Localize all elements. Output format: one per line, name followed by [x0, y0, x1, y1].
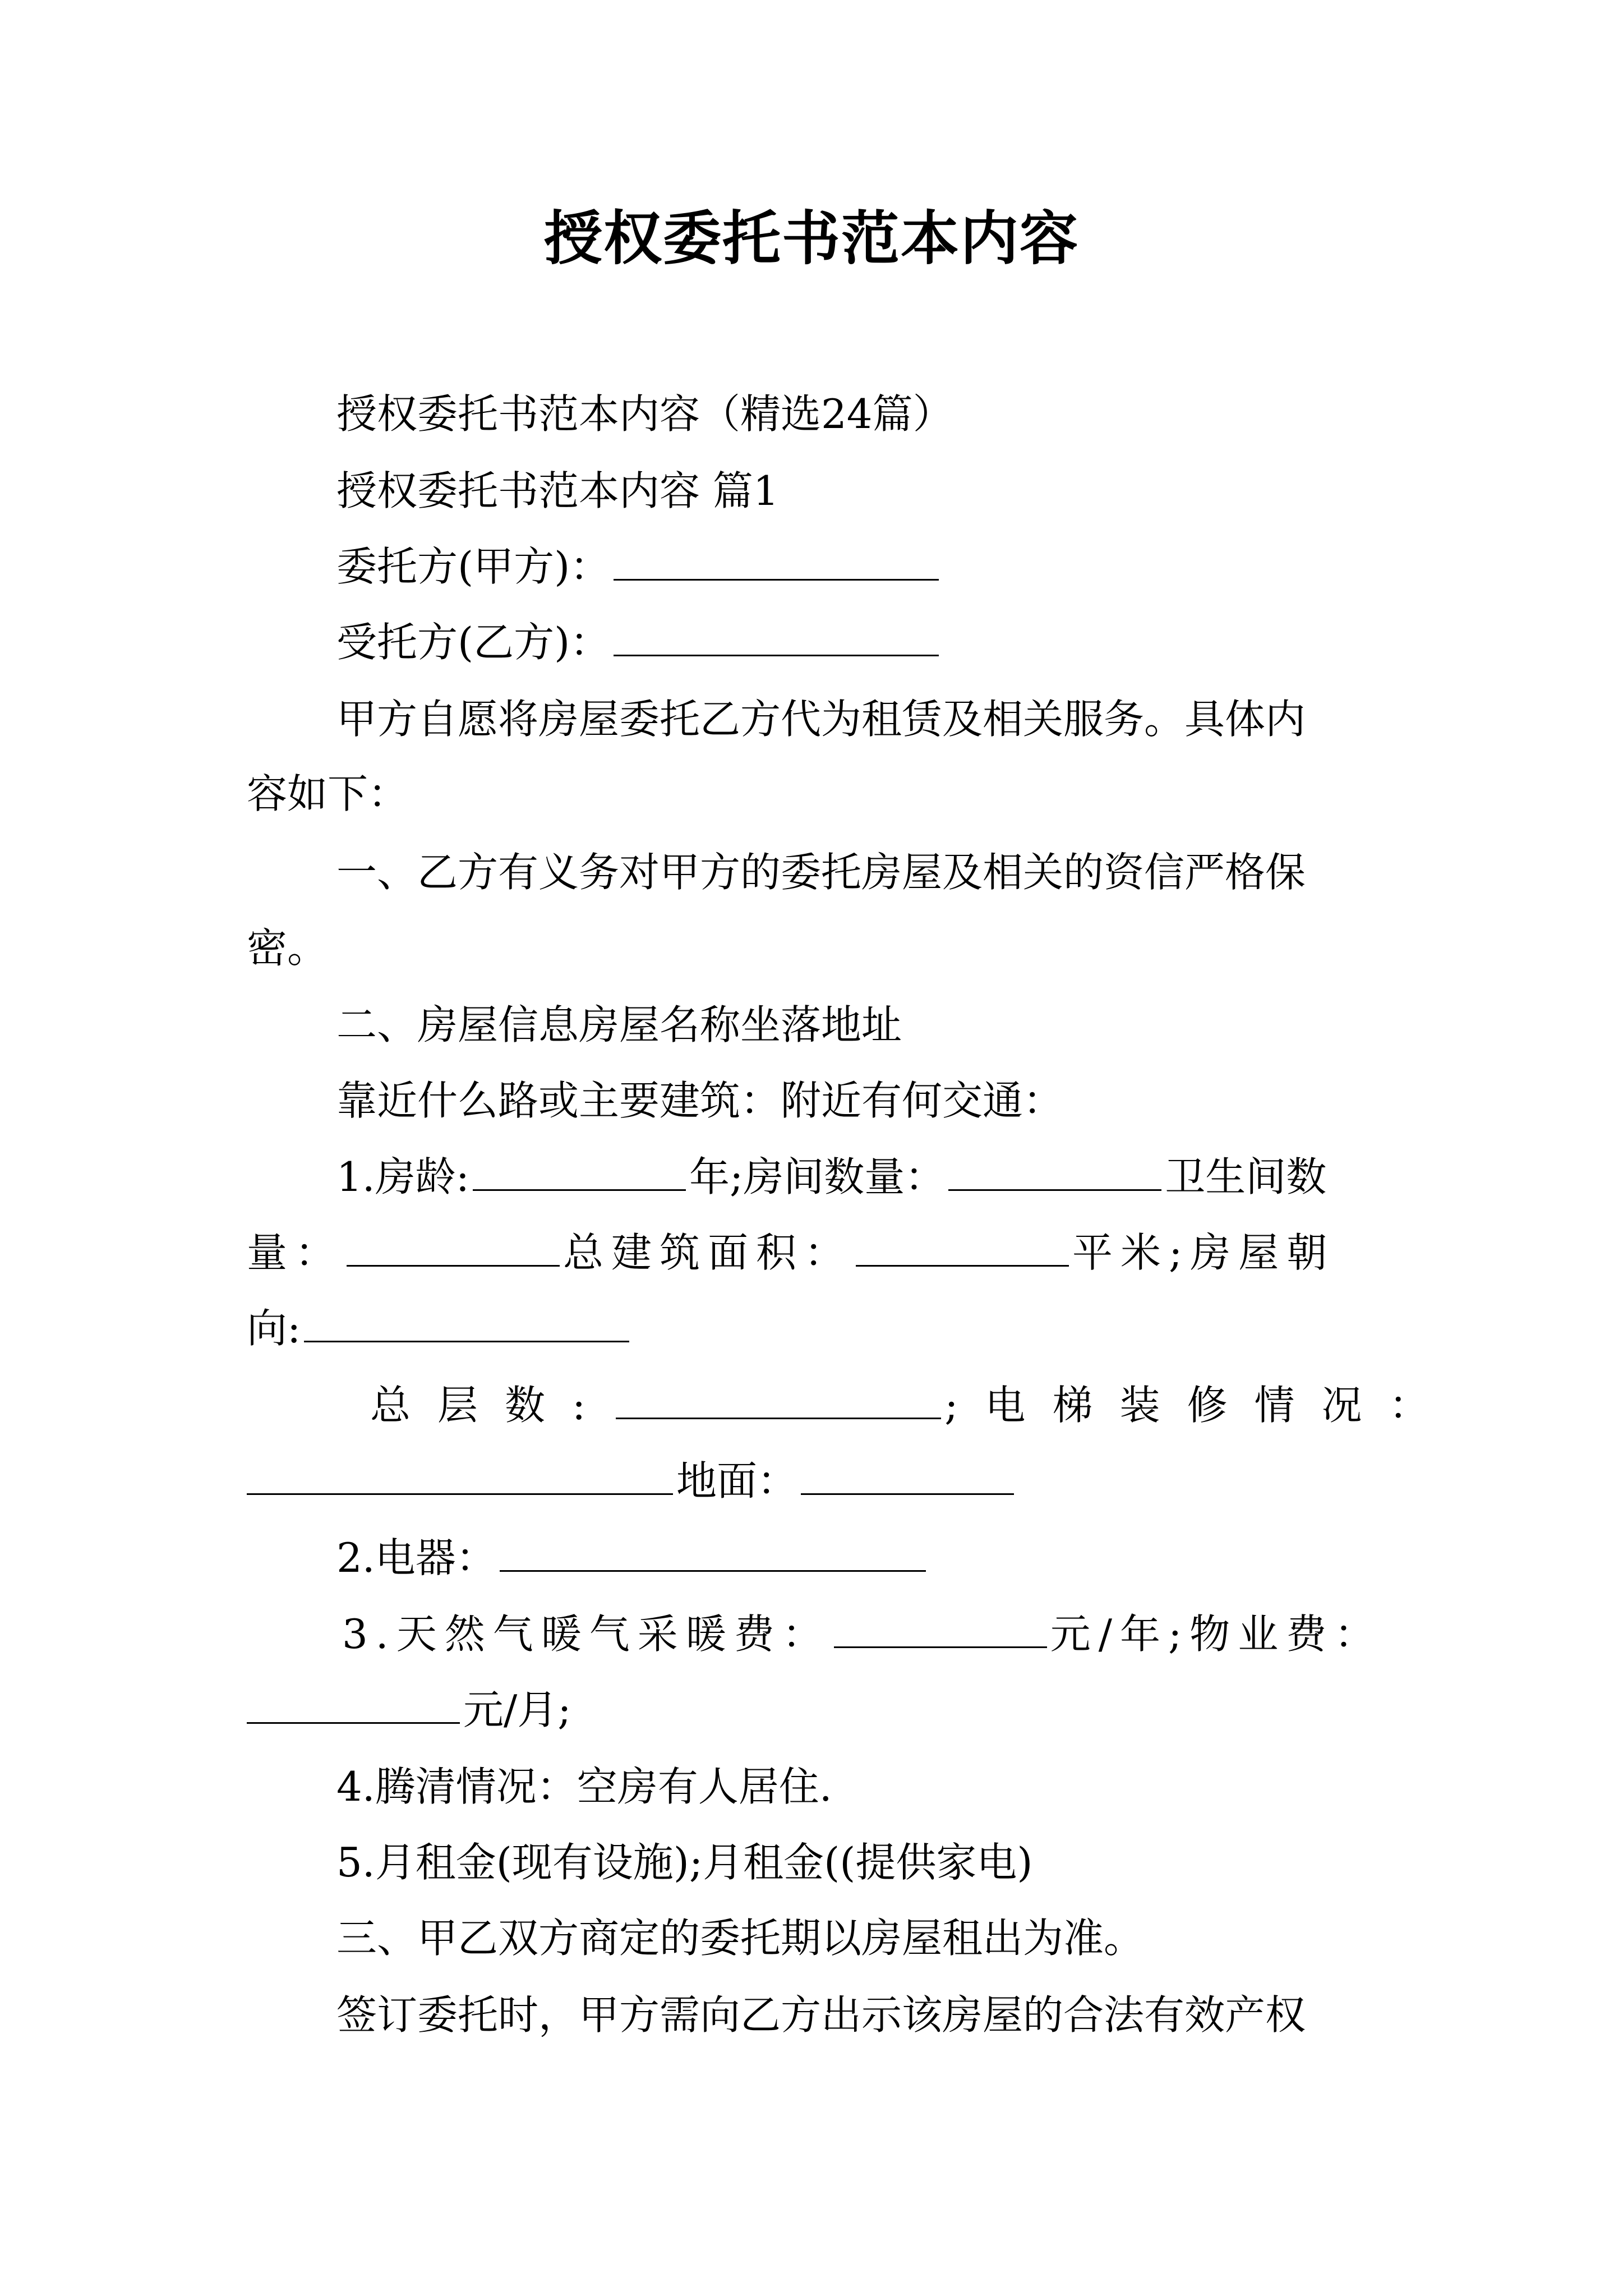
heating-label: 3.天然气暖气采暖费： — [342, 1611, 831, 1658]
intro-line-1: 甲方自愿将房屋委托乙方代为租赁及相关服务。具体内 — [336, 696, 1306, 743]
signing-line: 签订委托时，甲方需向乙方出示该房屋的合法有效产权 — [336, 1991, 1306, 2039]
ground-line — [0, 1453, 1623, 1509]
principal-blank — [614, 540, 939, 581]
ground-blank — [801, 1454, 1014, 1495]
principal-line — [0, 539, 1623, 595]
document-title: 授权委托书范本内容 — [543, 204, 1079, 273]
room-count-blank — [948, 1150, 1161, 1191]
agent-blank — [614, 615, 939, 656]
room-count-label: 年;房间数量： — [689, 1153, 946, 1200]
area-label: 总建筑面积： — [563, 1229, 853, 1276]
item1-line-2 — [0, 1225, 1623, 1281]
clause1-line-2: 密。 — [247, 924, 328, 972]
item3-line-1 — [0, 1606, 1623, 1662]
floors-line — [0, 1377, 1623, 1433]
facing-blank — [304, 1301, 629, 1342]
item4-line: 4.腾清情况：空房有人居住. — [336, 1763, 832, 1810]
item3-line-2 — [0, 1682, 1623, 1738]
ground-label: 地面： — [676, 1457, 798, 1504]
age-label: 1.房龄: — [336, 1153, 469, 1200]
clause1-line-1: 一、乙方有义务对甲方的委托房屋及相关的资信严格保 — [336, 849, 1306, 896]
document-subtitle: 授权委托书范本内容（精选24篇） — [336, 390, 953, 438]
intro-line-2: 容如下： — [247, 770, 409, 817]
nearby-line: 靠近什么路或主要建筑：附近有何交通： — [336, 1077, 1064, 1124]
bathroom-label: 卫生间数 — [1165, 1153, 1327, 1200]
appliances-blank — [500, 1531, 926, 1572]
heating-blank — [834, 1607, 1047, 1648]
section-heading: 授权委托书范本内容 篇1 — [336, 467, 779, 514]
elevator-blank — [247, 1454, 673, 1495]
agent-line — [0, 614, 1623, 670]
clause3-line: 三、甲乙双方商定的委托期以房屋租出为准。 — [336, 1915, 1145, 1962]
facing-label: 向: — [247, 1305, 301, 1352]
item2-line — [0, 1530, 1623, 1586]
item1-line-3 — [0, 1300, 1623, 1356]
agent-label: 受托方(乙方)： — [336, 619, 611, 666]
elevator-label: ;电梯装修情况： — [944, 1382, 1456, 1429]
appliances-label: 2.电器： — [336, 1534, 496, 1581]
age-blank — [473, 1150, 686, 1191]
item5-line: 5.月租金(现有设施);月租金((提供家电) — [336, 1839, 1033, 1886]
sqm-label: 平米;房屋朝 — [1072, 1229, 1335, 1276]
clause2-heading: 二、房屋信息房屋名称坐落地址 — [336, 1001, 902, 1048]
principal-label: 委托方(甲方)： — [336, 543, 611, 590]
item1-line-1 — [0, 1149, 1623, 1205]
bathroom-blank — [347, 1226, 560, 1267]
floors-blank — [616, 1378, 941, 1419]
management-fee-label: 元/年;物业费： — [1050, 1611, 1383, 1658]
bathroom-qty-label: 量： — [247, 1229, 344, 1276]
floors-label: 总层数: — [370, 1382, 613, 1429]
per-month-label: 元/月; — [463, 1686, 571, 1733]
management-fee-blank — [247, 1683, 460, 1724]
area-blank — [856, 1226, 1069, 1267]
